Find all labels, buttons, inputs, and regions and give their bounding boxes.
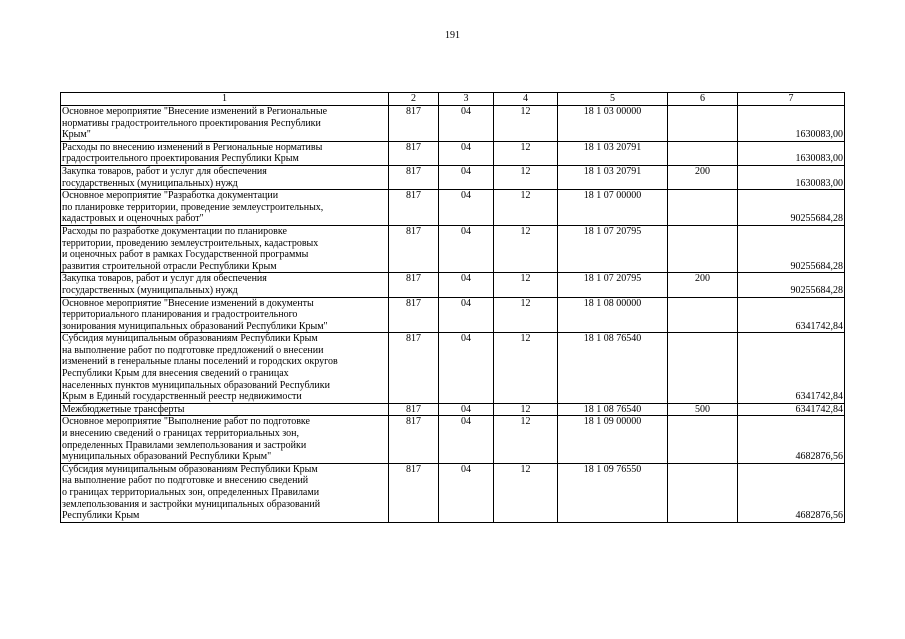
- table-row: [61, 403, 845, 416]
- table-row: [61, 190, 845, 226]
- cell-expense-type: [668, 106, 738, 142]
- cell-amount: 4682876,56: [738, 416, 845, 463]
- cell-amount: 6341742,84: [738, 297, 845, 333]
- cell-code: 817: [389, 225, 439, 272]
- cell-subsection: 12: [494, 297, 558, 333]
- column-header: 6: [668, 93, 738, 106]
- cell-target: 18 1 09 00000: [558, 416, 668, 463]
- table-row: [61, 106, 845, 142]
- cell-section: 04: [439, 333, 494, 404]
- cell-target: 18 1 07 00000: [558, 190, 668, 226]
- cell-subsection: 12: [494, 190, 558, 226]
- row-name: Основное мероприятие "Выполнение работ по подготовке и внесению сведений о границах территориальных зон, определенных Правилами землепользования и застройки муниципальных образований Республики Крым": [61, 416, 389, 463]
- page-number: 191: [445, 30, 460, 41]
- cell-section: 04: [439, 141, 494, 165]
- cell-section: 04: [439, 297, 494, 333]
- row-name: Субсидия муниципальным образованиям Республики Крым на выполнение работ по подготовке и внесению сведений о границах территориальных зон, определенных Правилами землепользования и застройки муниципальных образований Республики Крым: [61, 463, 389, 522]
- table-row: [61, 141, 845, 165]
- cell-expense-type: [668, 297, 738, 333]
- cell-section: 04: [439, 273, 494, 297]
- row-name: Закупка товаров, работ и услуг для обеспечения государственных (муниципальных) нужд: [61, 165, 389, 189]
- cell-target: 18 1 08 76540: [558, 403, 668, 416]
- cell-target: 18 1 03 20791: [558, 165, 668, 189]
- column-header: 1: [61, 93, 389, 106]
- cell-section: 04: [439, 190, 494, 226]
- cell-code: 817: [389, 165, 439, 189]
- cell-subsection: 12: [494, 273, 558, 297]
- row-name: Закупка товаров, работ и услуг для обеспечения государственных (муниципальных) нужд: [61, 273, 389, 297]
- cell-amount: 6341742,84: [738, 403, 845, 416]
- budget-table: [60, 92, 845, 523]
- cell-code: 817: [389, 190, 439, 226]
- cell-subsection: 12: [494, 165, 558, 189]
- cell-code: 817: [389, 463, 439, 522]
- cell-subsection: 12: [494, 333, 558, 404]
- cell-expense-type: 200: [668, 273, 738, 297]
- row-name: Основное мероприятие "Внесение изменений в документы территориального планирования и градостроительного зонирования муниципальных образований Республики Крым": [61, 297, 389, 333]
- cell-target: 18 1 07 20795: [558, 273, 668, 297]
- row-name: Основное мероприятие "Внесение изменений в Региональные нормативы градостроительного проектирования Республики Крым": [61, 106, 389, 142]
- column-header: 7: [738, 93, 845, 106]
- cell-expense-type: 200: [668, 165, 738, 189]
- cell-code: 817: [389, 403, 439, 416]
- cell-subsection: 12: [494, 106, 558, 142]
- cell-section: 04: [439, 225, 494, 272]
- column-header: 3: [439, 93, 494, 106]
- cell-code: 817: [389, 416, 439, 463]
- row-name: Расходы по разработке документации по планировке территории, проведению землеустроительных, кадастровых и оценочных работ в рамках Государственной программы развития строительной отрасли Республики Крым: [61, 225, 389, 272]
- cell-target: 18 1 09 76550: [558, 463, 668, 522]
- cell-expense-type: [668, 333, 738, 404]
- cell-section: 04: [439, 416, 494, 463]
- row-name: Расходы по внесению изменений в Региональные нормативы градостроительного проектирования Республики Крым: [61, 141, 389, 165]
- table-row: [61, 463, 845, 522]
- row-name: Межбюджетные трансферты: [61, 403, 389, 416]
- table-row: [61, 165, 845, 189]
- header-row: [61, 93, 845, 106]
- cell-target: 18 1 07 20795: [558, 225, 668, 272]
- row-name: Субсидия муниципальным образованиям Республики Крым на выполнение работ по подготовке предложений о внесении изменений в генеральные планы поселений и городских округов Республики Крым для внесения сведений о границах населенных пунктов муниципальных образований Республики Крым в Единый государственный реестр недвижимости: [61, 333, 389, 404]
- cell-code: 817: [389, 106, 439, 142]
- column-header: 4: [494, 93, 558, 106]
- column-header: 5: [558, 93, 668, 106]
- cell-expense-type: [668, 190, 738, 226]
- cell-target: 18 1 03 00000: [558, 106, 668, 142]
- cell-expense-type: [668, 463, 738, 522]
- cell-subsection: 12: [494, 403, 558, 416]
- table-row: [61, 297, 845, 333]
- cell-amount: 4682876,56: [738, 463, 845, 522]
- cell-section: 04: [439, 403, 494, 416]
- table-row: [61, 273, 845, 297]
- cell-target: 18 1 03 20791: [558, 141, 668, 165]
- table-row: [61, 416, 845, 463]
- cell-amount: 6341742,84: [738, 333, 845, 404]
- cell-subsection: 12: [494, 225, 558, 272]
- cell-amount: 90255684,28: [738, 190, 845, 226]
- cell-expense-type: [668, 141, 738, 165]
- table-row: [61, 225, 845, 272]
- cell-amount: 1630083,00: [738, 141, 845, 165]
- cell-section: 04: [439, 165, 494, 189]
- cell-subsection: 12: [494, 141, 558, 165]
- column-header: 2: [389, 93, 439, 106]
- cell-expense-type: [668, 225, 738, 272]
- cell-code: 817: [389, 297, 439, 333]
- cell-amount: 90255684,28: [738, 273, 845, 297]
- cell-amount: 1630083,00: [738, 165, 845, 189]
- table-row: [61, 333, 845, 404]
- cell-code: 817: [389, 333, 439, 404]
- cell-section: 04: [439, 463, 494, 522]
- cell-section: 04: [439, 106, 494, 142]
- cell-expense-type: [668, 416, 738, 463]
- cell-subsection: 12: [494, 416, 558, 463]
- cell-amount: 90255684,28: [738, 225, 845, 272]
- cell-target: 18 1 08 00000: [558, 297, 668, 333]
- cell-target: 18 1 08 76540: [558, 333, 668, 404]
- cell-subsection: 12: [494, 463, 558, 522]
- row-name: Основное мероприятие "Разработка документации по планировке территории, проведение землеустроительных, кадастровых и оценочных работ": [61, 190, 389, 226]
- cell-amount: 1630083,00: [738, 106, 845, 142]
- cell-code: 817: [389, 141, 439, 165]
- cell-expense-type: 500: [668, 403, 738, 416]
- cell-code: 817: [389, 273, 439, 297]
